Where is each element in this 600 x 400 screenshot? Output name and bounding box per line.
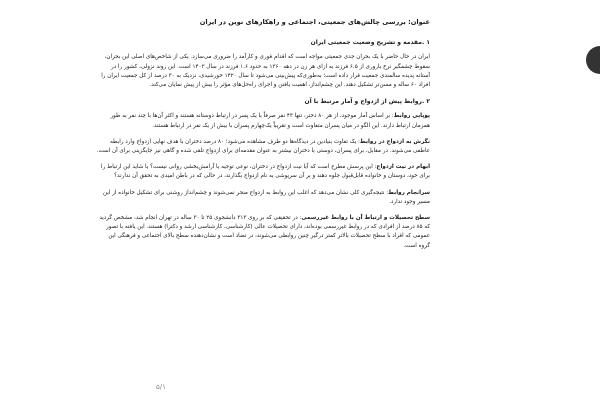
- list-item: [96, 163, 430, 181]
- document-title: عنوان: بررسی چالش‌های جمعیتی، اجتماعی و راهکارهای نوین در ایران: [199, 18, 430, 26]
- list-item: [96, 214, 430, 251]
- list-item: [96, 138, 430, 156]
- item-text: : در تحقیقی که بر روی ۳۱۳ دانشجوی ۲۵ تا ۳۰ ساله در تهران انجام شد، مشخص گردید که ۸۵ درصد از افرادی که در روابط غیررسمی بوده‌اند، دارای تحصیلات عالی (کارشناسی، کارشناسی ارشد و دکترا) هستند. این یافته با تصور عمومی که افراد با سطح تحصیلات بالاتر کمتر درگیر چنین روابطی می‌شوند، در تضاد است و نشان‌دهنده سطح بالای اجتماعی و فرهنگی این گروه است.: [99, 215, 430, 249]
- item-text: : یک تفاوت بنیادین در دیدگاه‌ها دو طرف مشاهده می‌شود؛ ۸۰ درصد دختران با هدف نهایی ازدواج وارد رابطه عاطفی می‌شوند. در مقابل، برای پسران، دوستی با دختران بیشتر به عنوان مقدمه‌ای برای ازدواج تلقی شده و گاهی نیز جایگزینی برای آن است.: [96, 138, 430, 155]
- item-text: : این پرسش مطرح است که آیا نیت ازدواج در دختران، نوعی توجیه یا آرامش‌بخشی روانی نیست؟ یا شاید این ارتباط را برای خود، دوستان و خانواده قابل‌قبول جلوه دهند و بر آن سرپوشی به نام ازدواج بگذارند، در حالی که در باطن امیدی به تحقق آن ندارند؟: [101, 164, 430, 180]
- page-number: ۵/۱: [156, 383, 166, 391]
- item-text: : نتیجه‌گیری کلی نشان می‌دهد که اغلب این روابط به ازدواج منجر نمی‌شوند و چشم‌انداز روشنی برای تشکیل خانواده از این مسیر وجود ندارد.: [103, 189, 430, 205]
- item-term: سرانجام روابط: [388, 189, 430, 196]
- item-term: نگرش به ازدواج در روابط: [359, 138, 430, 145]
- list-item: [96, 112, 430, 130]
- item-term: سطح تحصیلات و ارتباط آن با روابط غیررسمی: [301, 215, 430, 222]
- section-2-heading: ۲ .روابط پیش از ازدواج و آمار مرتبط با آن: [304, 98, 430, 106]
- item-text: : بر اساس آمار موجود، از هر ۸۰ دختر، تنها ۴۳ نفر صرفاً با یک پسر در ارتباط دوستانه هستند و اکثر آن‌ها با چند نفر به طور همزمان ارتباط دارند. این الگو در میان پسران متفاوت است و تقریباً یک‌چهارم پسران با بیش از یک نفر در ارتباط هستند.: [110, 113, 430, 129]
- item-term: ابهام در نیت ازدواج: [376, 164, 430, 171]
- page-edge-tab: [586, 46, 600, 74]
- section-1-paragraph: ایران در حال حاضر با یک بحران جدی جمعیتی مواجه است که اقدام فوری و کارآمد را ضروری می‌سازد. یکی از شاخص‌های اصلی این بحران، سقوط چشمگیر نرخ باروری از ۶.۵ فرزند به ازای هر زن در دهه ۱۳۶۰ به حدود ۱.۶ فرزند در سال ۱۴۰۳ است. این روند نزولی، کشور را در آستانه پدیده سالمندی جمعیت قرار داده است؛ به‌طوری‌که پیش‌بینی می‌شود تا سال ۱۴۲۰ خورشیدی، نزدیک به ۳۰ درصد از کل جمعیت ایران را افراد ۶۰ ساله و مسن‌تر تشکیل دهند. این چشم‌انداز، اهمیت یافتن و اجرای راه‌حل‌های مؤثر را بیش از پیش نمایان می‌کند.: [101, 54, 430, 89]
- section-1-heading: ۱ .مقدمه و تشریح وضعیت جمعیتی ایران: [310, 39, 430, 47]
- document-body: [96, 18, 430, 258]
- list-item: [96, 189, 430, 207]
- item-term: پوپایی روابط: [393, 113, 430, 120]
